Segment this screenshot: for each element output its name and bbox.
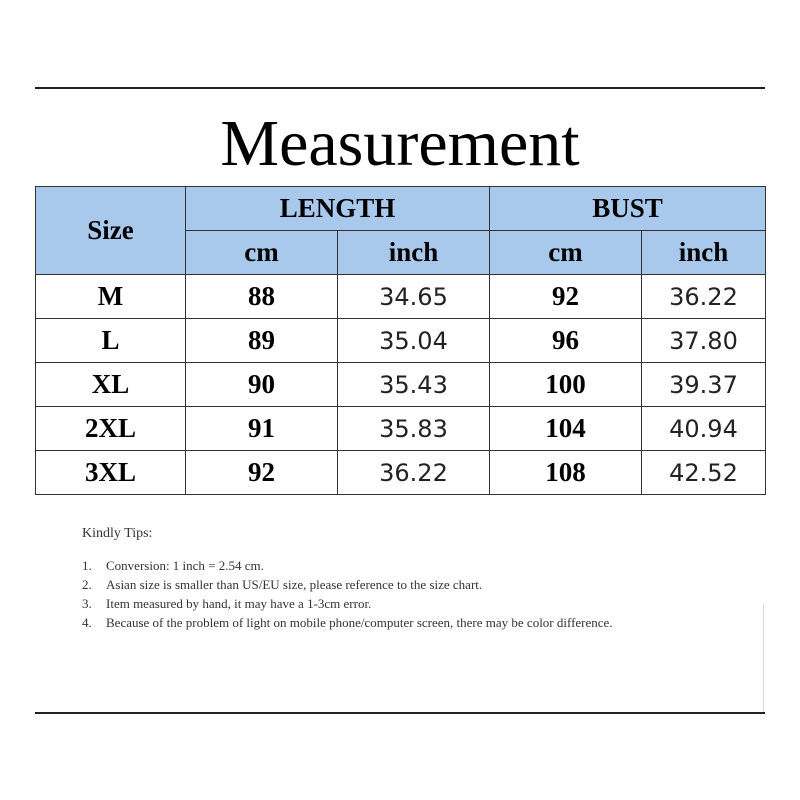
page-title: Measurement [220,107,580,180]
length-cm-cell: 90 [186,363,338,407]
length-cm-cell: 92 [186,451,338,495]
tip-number: 2. [82,577,92,592]
bust-inch-cell: 39.37 [642,363,766,407]
list-item [82,556,682,575]
tips-section [82,526,682,632]
length-inch-cell: 35.83 [338,407,490,451]
tips-title: Kindly Tips: [82,526,153,541]
size-cell: L [36,319,186,363]
size-cell: XL [36,363,186,407]
length-inch-cell: 35.04 [338,319,490,363]
bust-cm-cell: 96 [490,319,642,363]
list-item [82,575,682,594]
list-item [82,613,682,632]
bust-cm-cell: 100 [490,363,642,407]
length-inch-header: inch [338,231,490,275]
tip-number: 3. [82,596,92,611]
size-column-header: Size [36,187,186,275]
tip-number: 1. [82,558,92,573]
bust-cm-header: cm [490,231,642,275]
bust-inch-header: inch [642,231,766,275]
bottom-divider [35,712,765,714]
bust-cm-cell: 92 [490,275,642,319]
length-cm-header: cm [186,231,338,275]
bust-inch-cell: 40.94 [642,407,766,451]
bust-inch-cell: 42.52 [642,451,766,495]
length-inch-cell: 36.22 [338,451,490,495]
length-inch-cell: 35.43 [338,363,490,407]
bust-inch-cell: 37.80 [642,319,766,363]
decorative-line [763,604,764,712]
bust-group-header: BUST [490,187,766,231]
bust-cm-cell: 108 [490,451,642,495]
bust-cm-cell: 104 [490,407,642,451]
list-item [82,594,682,613]
top-divider [35,87,765,89]
length-cm-cell: 89 [186,319,338,363]
size-chart-table [35,186,766,495]
size-cell: M [36,275,186,319]
tips-list [82,556,682,632]
tip-text: Conversion: 1 inch = 2.54 cm. [106,558,264,573]
tip-text: Item measured by hand, it may have a 1-3cm error. [106,596,372,611]
tip-number: 4. [82,615,92,630]
table-row [36,407,766,451]
length-inch-cell: 34.65 [338,275,490,319]
size-cell: 3XL [36,451,186,495]
table-row [36,319,766,363]
length-cm-cell: 88 [186,275,338,319]
table-row [36,451,766,495]
table-row [36,363,766,407]
length-group-header: LENGTH [186,187,490,231]
length-cm-cell: 91 [186,407,338,451]
tip-text: Because of the problem of light on mobile phone/computer screen, there may be color difference. [106,615,613,630]
bust-inch-cell: 36.22 [642,275,766,319]
size-cell: 2XL [36,407,186,451]
tip-text: Asian size is smaller than US/EU size, please reference to the size chart. [106,577,483,592]
table-row [36,275,766,319]
